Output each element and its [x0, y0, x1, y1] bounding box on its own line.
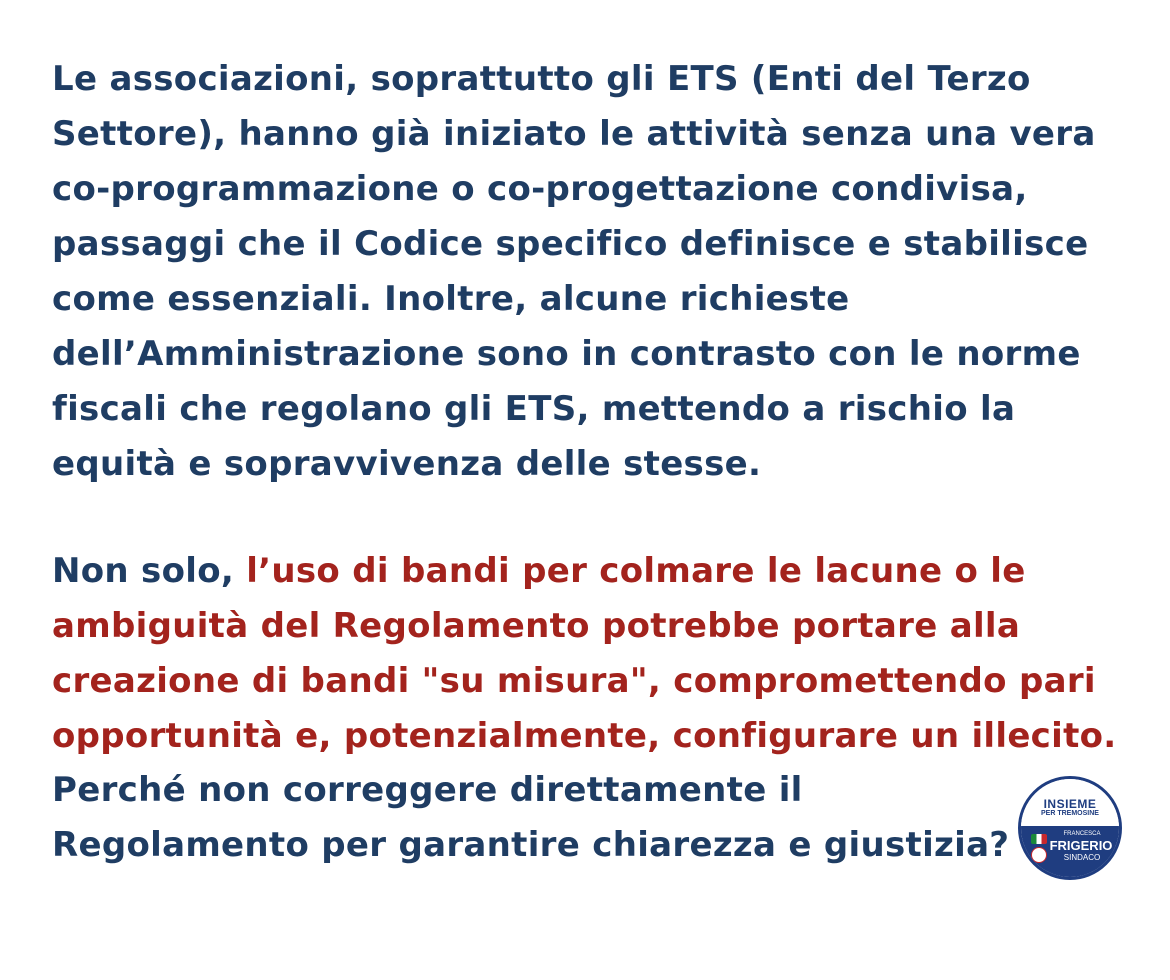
campaign-logo — [1018, 776, 1122, 880]
highlight-line: creazione di bandi "su misura", compromettendo pari — [52, 661, 1096, 701]
logo-title: INSIEME — [1043, 797, 1097, 811]
text-line: Le associazioni, soprattutto gli ETS (Enti del Terzo — [52, 59, 1031, 99]
logo-last-name: FRIGERIO — [1049, 838, 1113, 853]
text-line: come essenziali. Inoltre, alcune richieste — [52, 279, 850, 319]
text-line: Regolamento per garantire chiarezza e giustizia? — [52, 825, 1010, 865]
text-line: dell’Amministrazione sono in contrasto con le norme — [52, 334, 1081, 374]
highlight-line: opportunità e, potenzialmente, configurare un illecito. — [52, 716, 1117, 756]
paragraph-bandi-warning — [52, 544, 1118, 764]
highlight-line: ambiguità del Regolamento potrebbe portare alla — [52, 606, 1021, 646]
logo-role: SINDACO — [1063, 853, 1101, 862]
text-line — [52, 544, 1118, 599]
text-line: Settore), hanno già iniziato le attività senza una vera — [52, 114, 1096, 154]
text-line: fiscali che regolano gli ETS, mettendo a rischio la — [52, 389, 1016, 429]
text-line: co-programmazione o co-progettazione condivisa, — [52, 169, 1028, 209]
logo-first-name: FRANCESCA — [1063, 831, 1101, 837]
text-line: equità e sopravvivenza delle stesse. — [52, 444, 762, 484]
text-line: Perché non correggere direttamente il — [52, 770, 803, 810]
highlight-text: l’uso di bandi per colmare le lacune o le — [246, 551, 1026, 591]
logo-subtitle: PER TREMOSINE — [1041, 810, 1099, 817]
intro-text: Non solo, — [52, 551, 247, 591]
paragraph-ets-activities — [52, 52, 1118, 492]
paragraph-closing-question — [52, 763, 1012, 873]
text-line: passaggi che il Codice specifico definisce e stabilisce — [52, 224, 1089, 264]
